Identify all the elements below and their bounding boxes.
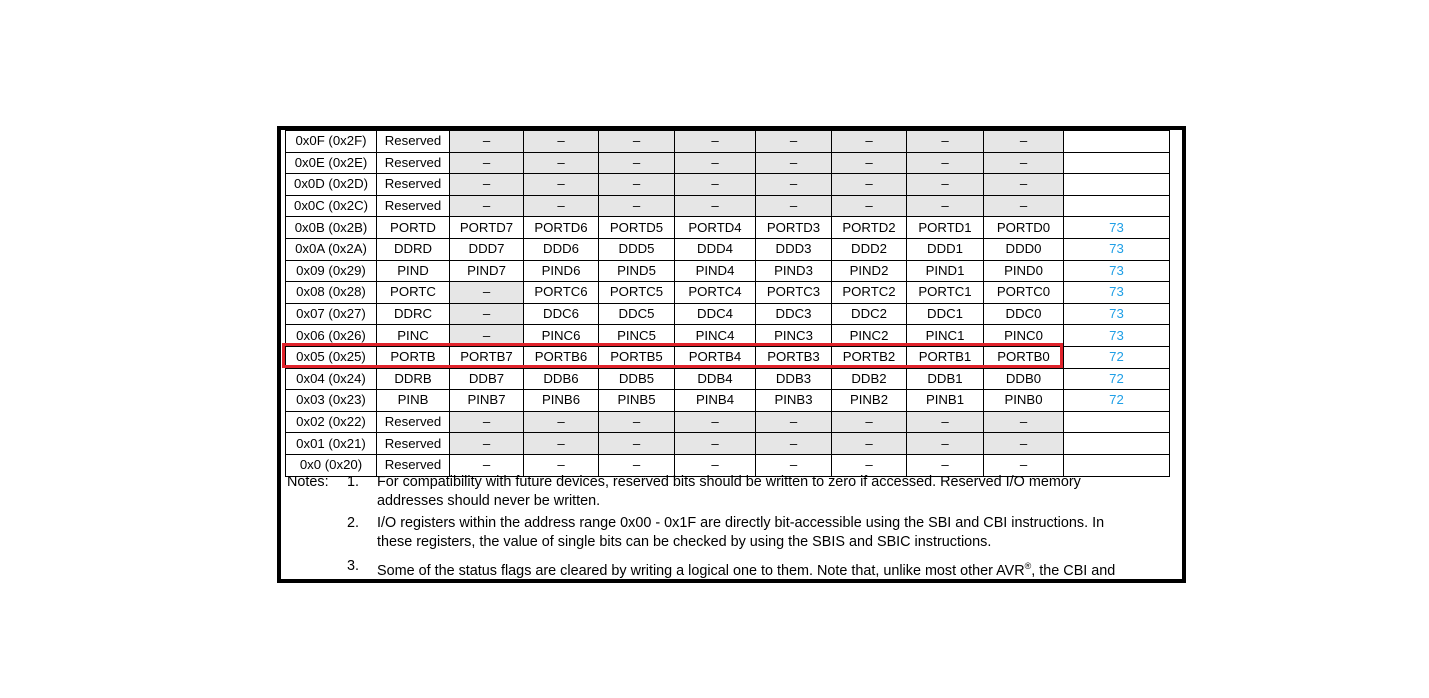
address-cell: 0x01 (0x21) bbox=[286, 433, 377, 455]
bit2-cell: PORTD2 bbox=[832, 217, 907, 239]
register-name-cell: PIND bbox=[377, 260, 450, 282]
bit4-cell: PIND4 bbox=[675, 260, 756, 282]
register-name-cell: PORTD bbox=[377, 217, 450, 239]
page-link bbox=[1064, 433, 1170, 455]
register-name-cell: Reserved bbox=[377, 454, 450, 476]
register-name-cell: Reserved bbox=[377, 433, 450, 455]
bit2-cell: – bbox=[832, 152, 907, 174]
bit4-cell: – bbox=[675, 152, 756, 174]
register-name-cell: DDRD bbox=[377, 238, 450, 260]
note-number: 2. bbox=[347, 515, 360, 531]
bit4-cell: PORTD4 bbox=[675, 217, 756, 239]
bit2-cell: – bbox=[832, 195, 907, 217]
bit0-cell: – bbox=[984, 433, 1064, 455]
bit7-cell: – bbox=[450, 152, 524, 174]
bit2-cell: PORTC2 bbox=[832, 282, 907, 304]
note-line: addresses should never be written. bbox=[377, 493, 601, 509]
address-cell: 0x0B (0x2B) bbox=[286, 217, 377, 239]
bit0-cell: PINC0 bbox=[984, 325, 1064, 347]
bit5-cell: PORTC5 bbox=[599, 282, 675, 304]
note-line: these registers, the value of single bits can be checked by using the SBIS and SBIC instructions. bbox=[377, 534, 992, 550]
bit7-cell: – bbox=[450, 411, 524, 433]
bit1-cell: PORTD1 bbox=[907, 217, 984, 239]
address-cell: 0x07 (0x27) bbox=[286, 303, 377, 325]
bit7-cell: – bbox=[450, 303, 524, 325]
bit5-cell: DDB5 bbox=[599, 368, 675, 390]
bit4-cell: PORTC4 bbox=[675, 282, 756, 304]
bit4-cell: PINC4 bbox=[675, 325, 756, 347]
bit6-cell: PIND6 bbox=[524, 260, 599, 282]
bit0-cell: – bbox=[984, 131, 1064, 153]
bit6-cell: PINB6 bbox=[524, 390, 599, 412]
address-cell: 0x05 (0x25) bbox=[286, 346, 377, 368]
register-name-cell: PINC bbox=[377, 325, 450, 347]
bit6-cell: – bbox=[524, 131, 599, 153]
table-row bbox=[286, 325, 1170, 347]
table-row bbox=[286, 238, 1170, 260]
bit2-cell: – bbox=[832, 454, 907, 476]
bit4-cell: DDC4 bbox=[675, 303, 756, 325]
bit4-cell: PINB4 bbox=[675, 390, 756, 412]
bit7-cell: DDB7 bbox=[450, 368, 524, 390]
bit7-cell: – bbox=[450, 195, 524, 217]
register-name-cell: PINB bbox=[377, 390, 450, 412]
bit6-cell: DDB6 bbox=[524, 368, 599, 390]
bit4-cell: DDD4 bbox=[675, 238, 756, 260]
bit4-cell: PORTB4 bbox=[675, 346, 756, 368]
bit7-cell: – bbox=[450, 454, 524, 476]
bit3-cell: – bbox=[756, 454, 832, 476]
bit0-cell: – bbox=[984, 411, 1064, 433]
bit0-cell: PORTD0 bbox=[984, 217, 1064, 239]
address-cell: 0x08 (0x28) bbox=[286, 282, 377, 304]
table-row bbox=[286, 433, 1170, 455]
bit5-cell: PORTB5 bbox=[599, 346, 675, 368]
table-row bbox=[286, 131, 1170, 153]
bit5-cell: – bbox=[599, 152, 675, 174]
document-frame bbox=[277, 126, 1186, 583]
bit6-cell: DDC6 bbox=[524, 303, 599, 325]
bit4-cell: DDB4 bbox=[675, 368, 756, 390]
address-cell: 0x09 (0x29) bbox=[286, 260, 377, 282]
bit7-cell: – bbox=[450, 325, 524, 347]
bit2-cell: PINB2 bbox=[832, 390, 907, 412]
bit5-cell: PINC5 bbox=[599, 325, 675, 347]
bit1-cell: – bbox=[907, 195, 984, 217]
bit1-cell: – bbox=[907, 152, 984, 174]
bit2-cell: PORTB2 bbox=[832, 346, 907, 368]
register-table-body bbox=[286, 131, 1170, 477]
bit5-cell: – bbox=[599, 174, 675, 196]
bit0-cell: PINB0 bbox=[984, 390, 1064, 412]
bit0-cell: – bbox=[984, 174, 1064, 196]
notes-label: Notes: bbox=[287, 474, 329, 490]
bit4-cell: – bbox=[675, 131, 756, 153]
bit1-cell: PINC1 bbox=[907, 325, 984, 347]
bit4-cell: – bbox=[675, 174, 756, 196]
register-name-cell: Reserved bbox=[377, 174, 450, 196]
note-text bbox=[377, 514, 1157, 552]
bit3-cell: PIND3 bbox=[756, 260, 832, 282]
bit7-cell: – bbox=[450, 174, 524, 196]
register-name-cell: DDRB bbox=[377, 368, 450, 390]
bit1-cell: – bbox=[907, 454, 984, 476]
bit2-cell: – bbox=[832, 174, 907, 196]
table-row bbox=[286, 303, 1170, 325]
bit5-cell: PINB5 bbox=[599, 390, 675, 412]
bit2-cell: PINC2 bbox=[832, 325, 907, 347]
bit3-cell: PORTD3 bbox=[756, 217, 832, 239]
bit5-cell: DDC5 bbox=[599, 303, 675, 325]
bit1-cell: – bbox=[907, 131, 984, 153]
note-line: I/O registers within the address range 0x00 - 0x1F are directly bit-accessible using the SBI and CBI instructions. In bbox=[377, 515, 1105, 531]
page-link bbox=[1064, 152, 1170, 174]
register-name-cell: DDRC bbox=[377, 303, 450, 325]
bit6-cell: – bbox=[524, 195, 599, 217]
page-link bbox=[1064, 411, 1170, 433]
address-cell: 0x02 (0x22) bbox=[286, 411, 377, 433]
bit7-cell: DDD7 bbox=[450, 238, 524, 260]
register-name-cell: Reserved bbox=[377, 152, 450, 174]
table-row bbox=[286, 282, 1170, 304]
bit4-cell: – bbox=[675, 454, 756, 476]
note-line: Some of the status flags are cleared by writing a logical one to them. Note that, unlike most other AVR®, the CBI and bbox=[377, 561, 1116, 579]
bit1-cell: DDB1 bbox=[907, 368, 984, 390]
table-row bbox=[286, 152, 1170, 174]
bit7-cell: PINB7 bbox=[450, 390, 524, 412]
bit6-cell: – bbox=[524, 454, 599, 476]
bit3-cell: DDC3 bbox=[756, 303, 832, 325]
bit3-cell: DDD3 bbox=[756, 238, 832, 260]
bit1-cell: PORTC1 bbox=[907, 282, 984, 304]
bit0-cell: DDD0 bbox=[984, 238, 1064, 260]
address-cell: 0x0F (0x2F) bbox=[286, 131, 377, 153]
bit2-cell: – bbox=[832, 411, 907, 433]
bit2-cell: – bbox=[832, 131, 907, 153]
page-link[interactable]: 73 bbox=[1064, 325, 1170, 347]
address-cell: 0x0A (0x2A) bbox=[286, 238, 377, 260]
bit3-cell: – bbox=[756, 195, 832, 217]
table-row bbox=[286, 195, 1170, 217]
bit0-cell: – bbox=[984, 454, 1064, 476]
bit5-cell: – bbox=[599, 131, 675, 153]
table-row bbox=[286, 217, 1170, 239]
bit0-cell: PIND0 bbox=[984, 260, 1064, 282]
bit2-cell: – bbox=[832, 433, 907, 455]
bit1-cell: PINB1 bbox=[907, 390, 984, 412]
address-cell: 0x0 (0x20) bbox=[286, 454, 377, 476]
bit1-cell: DDD1 bbox=[907, 238, 984, 260]
bit2-cell: PIND2 bbox=[832, 260, 907, 282]
bit2-cell: DDD2 bbox=[832, 238, 907, 260]
register-name-cell: Reserved bbox=[377, 131, 450, 153]
address-cell: 0x03 (0x23) bbox=[286, 390, 377, 412]
bit5-cell: – bbox=[599, 454, 675, 476]
bit3-cell: – bbox=[756, 174, 832, 196]
bit3-cell: PINB3 bbox=[756, 390, 832, 412]
bit5-cell: – bbox=[599, 411, 675, 433]
page-link bbox=[1064, 174, 1170, 196]
bit7-cell: – bbox=[450, 131, 524, 153]
bit3-cell: PORTC3 bbox=[756, 282, 832, 304]
bit4-cell: – bbox=[675, 195, 756, 217]
bit3-cell: – bbox=[756, 411, 832, 433]
bit6-cell: PORTC6 bbox=[524, 282, 599, 304]
page-link[interactable]: 73 bbox=[1064, 217, 1170, 239]
page-link bbox=[1064, 195, 1170, 217]
bit6-cell: DDD6 bbox=[524, 238, 599, 260]
bit0-cell: – bbox=[984, 152, 1064, 174]
bit7-cell: PORTB7 bbox=[450, 346, 524, 368]
bit2-cell: DDC2 bbox=[832, 303, 907, 325]
address-cell: 0x06 (0x26) bbox=[286, 325, 377, 347]
bit7-cell: – bbox=[450, 282, 524, 304]
bit0-cell: PORTC0 bbox=[984, 282, 1064, 304]
address-cell: 0x04 (0x24) bbox=[286, 368, 377, 390]
table-row bbox=[286, 346, 1170, 368]
note-number: 3. bbox=[347, 558, 360, 574]
page-link[interactable]: 73 bbox=[1064, 282, 1170, 304]
note-text bbox=[377, 473, 1157, 511]
bit6-cell: PORTD6 bbox=[524, 217, 599, 239]
bit0-cell: PORTB0 bbox=[984, 346, 1064, 368]
register-summary-table bbox=[285, 130, 1170, 477]
table-row bbox=[286, 174, 1170, 196]
bit0-cell: DDB0 bbox=[984, 368, 1064, 390]
bit1-cell: PIND1 bbox=[907, 260, 984, 282]
page-link[interactable]: 73 bbox=[1064, 238, 1170, 260]
bit5-cell: PORTD5 bbox=[599, 217, 675, 239]
bit6-cell: – bbox=[524, 411, 599, 433]
bit4-cell: – bbox=[675, 433, 756, 455]
table-row bbox=[286, 260, 1170, 282]
register-name-cell: Reserved bbox=[377, 195, 450, 217]
bit3-cell: – bbox=[756, 152, 832, 174]
page-link bbox=[1064, 131, 1170, 153]
bit6-cell: – bbox=[524, 152, 599, 174]
table-row bbox=[286, 390, 1170, 412]
bit5-cell: – bbox=[599, 433, 675, 455]
page-link[interactable]: 73 bbox=[1064, 303, 1170, 325]
bit3-cell: – bbox=[756, 433, 832, 455]
page-link[interactable]: 72 bbox=[1064, 368, 1170, 390]
bit3-cell: – bbox=[756, 131, 832, 153]
bit1-cell: DDC1 bbox=[907, 303, 984, 325]
page-link[interactable]: 72 bbox=[1064, 390, 1170, 412]
bit4-cell: – bbox=[675, 411, 756, 433]
bit7-cell: PIND7 bbox=[450, 260, 524, 282]
address-cell: 0x0C (0x2C) bbox=[286, 195, 377, 217]
bit6-cell: – bbox=[524, 433, 599, 455]
note-text bbox=[377, 557, 1157, 581]
page-link[interactable]: 72 bbox=[1064, 346, 1170, 368]
bit1-cell: – bbox=[907, 174, 984, 196]
bit6-cell: PINC6 bbox=[524, 325, 599, 347]
bit0-cell: – bbox=[984, 195, 1064, 217]
bit3-cell: DDB3 bbox=[756, 368, 832, 390]
register-name-cell: PORTB bbox=[377, 346, 450, 368]
table-row bbox=[286, 411, 1170, 433]
bit5-cell: PIND5 bbox=[599, 260, 675, 282]
bit1-cell: – bbox=[907, 411, 984, 433]
bit2-cell: DDB2 bbox=[832, 368, 907, 390]
bit3-cell: PINC3 bbox=[756, 325, 832, 347]
bit0-cell: DDC0 bbox=[984, 303, 1064, 325]
table-row bbox=[286, 368, 1170, 390]
bit6-cell: – bbox=[524, 174, 599, 196]
bit7-cell: – bbox=[450, 433, 524, 455]
note-number: 1. bbox=[347, 474, 360, 490]
bit5-cell: DDD5 bbox=[599, 238, 675, 260]
bit1-cell: – bbox=[907, 433, 984, 455]
address-cell: 0x0E (0x2E) bbox=[286, 152, 377, 174]
address-cell: 0x0D (0x2D) bbox=[286, 174, 377, 196]
bit7-cell: PORTD7 bbox=[450, 217, 524, 239]
register-name-cell: Reserved bbox=[377, 411, 450, 433]
bit6-cell: PORTB6 bbox=[524, 346, 599, 368]
page-link[interactable]: 73 bbox=[1064, 260, 1170, 282]
register-name-cell: PORTC bbox=[377, 282, 450, 304]
bit1-cell: PORTB1 bbox=[907, 346, 984, 368]
bit5-cell: – bbox=[599, 195, 675, 217]
bit3-cell: PORTB3 bbox=[756, 346, 832, 368]
note-line: For compatibility with future devices, reserved bits should be written to zero if accessed. Reserved I/O memory bbox=[377, 474, 1081, 490]
